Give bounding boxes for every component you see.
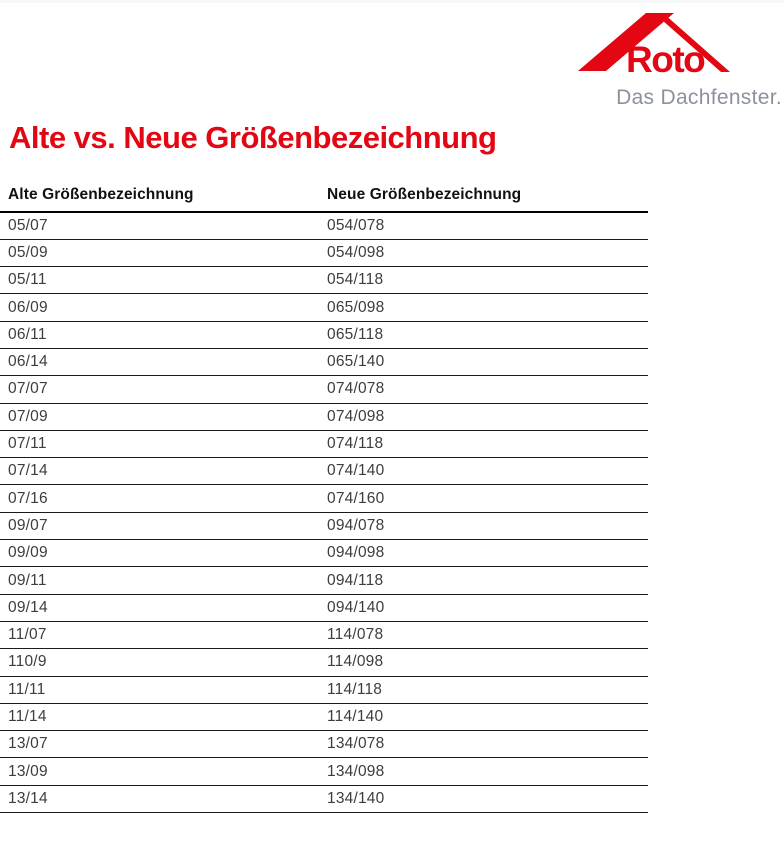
old-size-cell: 05/11 — [0, 267, 327, 294]
old-size-cell: 06/11 — [0, 321, 327, 348]
table-row — [0, 430, 648, 457]
old-size-cell: 07/14 — [0, 458, 327, 485]
page-title: Alte vs. Neue Größenbezeichnung — [9, 120, 497, 155]
old-size-cell: 05/07 — [0, 212, 327, 239]
table-row — [0, 239, 648, 266]
new-size-cell: 094/140 — [327, 594, 648, 621]
table-row — [0, 348, 648, 375]
table-header-row — [0, 186, 648, 212]
new-size-cell: 114/098 — [327, 649, 648, 676]
new-size-cell: 114/078 — [327, 621, 648, 648]
table-row — [0, 512, 648, 539]
old-size-cell: 11/07 — [0, 621, 327, 648]
old-size-cell: 11/14 — [0, 703, 327, 730]
old-size-cell: 09/09 — [0, 540, 327, 567]
old-size-cell: 11/11 — [0, 676, 327, 703]
table-row — [0, 267, 648, 294]
table-row — [0, 376, 648, 403]
brand-name: Roto — [626, 39, 705, 80]
new-size-cell: 074/160 — [327, 485, 648, 512]
size-table-body — [0, 212, 648, 813]
new-size-cell: 074/118 — [327, 430, 648, 457]
table-row — [0, 594, 648, 621]
new-size-cell: 074/098 — [327, 403, 648, 430]
table-row — [0, 676, 648, 703]
table-row — [0, 458, 648, 485]
new-size-cell: 054/098 — [327, 239, 648, 266]
new-size-cell: 065/140 — [327, 348, 648, 375]
old-size-cell: 06/09 — [0, 294, 327, 321]
size-table — [0, 186, 648, 813]
old-size-cell: 06/14 — [0, 348, 327, 375]
table-row — [0, 703, 648, 730]
new-size-cell: 074/140 — [327, 458, 648, 485]
new-size-cell: 134/098 — [327, 758, 648, 785]
new-size-cell: 114/140 — [327, 703, 648, 730]
table-row — [0, 785, 648, 812]
new-size-cell: 065/098 — [327, 294, 648, 321]
old-size-cell: 13/07 — [0, 731, 327, 758]
old-size-cell: 07/07 — [0, 376, 327, 403]
old-size-cell: 110/9 — [0, 649, 327, 676]
old-size-cell: 09/07 — [0, 512, 327, 539]
old-size-cell: 07/11 — [0, 430, 327, 457]
old-size-cell: 07/16 — [0, 485, 327, 512]
new-size-cell: 094/118 — [327, 567, 648, 594]
table-row — [0, 758, 648, 785]
table-row — [0, 621, 648, 648]
new-size-cell: 065/118 — [327, 321, 648, 348]
new-size-cell: 094/098 — [327, 540, 648, 567]
column-header-old-size: Alte Größenbezeichnung — [0, 186, 327, 212]
table-row — [0, 649, 648, 676]
new-size-cell: 114/118 — [327, 676, 648, 703]
table-row — [0, 485, 648, 512]
new-size-cell: 134/140 — [327, 785, 648, 812]
new-size-cell: 074/078 — [327, 376, 648, 403]
brand-tagline: Das Dachfenster. — [616, 86, 782, 109]
old-size-cell: 09/11 — [0, 567, 327, 594]
old-size-cell: 05/09 — [0, 239, 327, 266]
table-row — [0, 403, 648, 430]
brand-header — [0, 0, 784, 115]
table-row — [0, 294, 648, 321]
old-size-cell: 07/09 — [0, 403, 327, 430]
table-row — [0, 321, 648, 348]
table-row — [0, 540, 648, 567]
new-size-cell: 054/078 — [327, 212, 648, 239]
new-size-cell: 054/118 — [327, 267, 648, 294]
table-row — [0, 212, 648, 239]
table-row — [0, 567, 648, 594]
old-size-cell: 13/09 — [0, 758, 327, 785]
new-size-cell: 134/078 — [327, 731, 648, 758]
old-size-cell: 13/14 — [0, 785, 327, 812]
old-size-cell: 09/14 — [0, 594, 327, 621]
column-header-new-size: Neue Größenbezeichnung — [327, 186, 648, 212]
new-size-cell: 094/078 — [327, 512, 648, 539]
table-row — [0, 731, 648, 758]
